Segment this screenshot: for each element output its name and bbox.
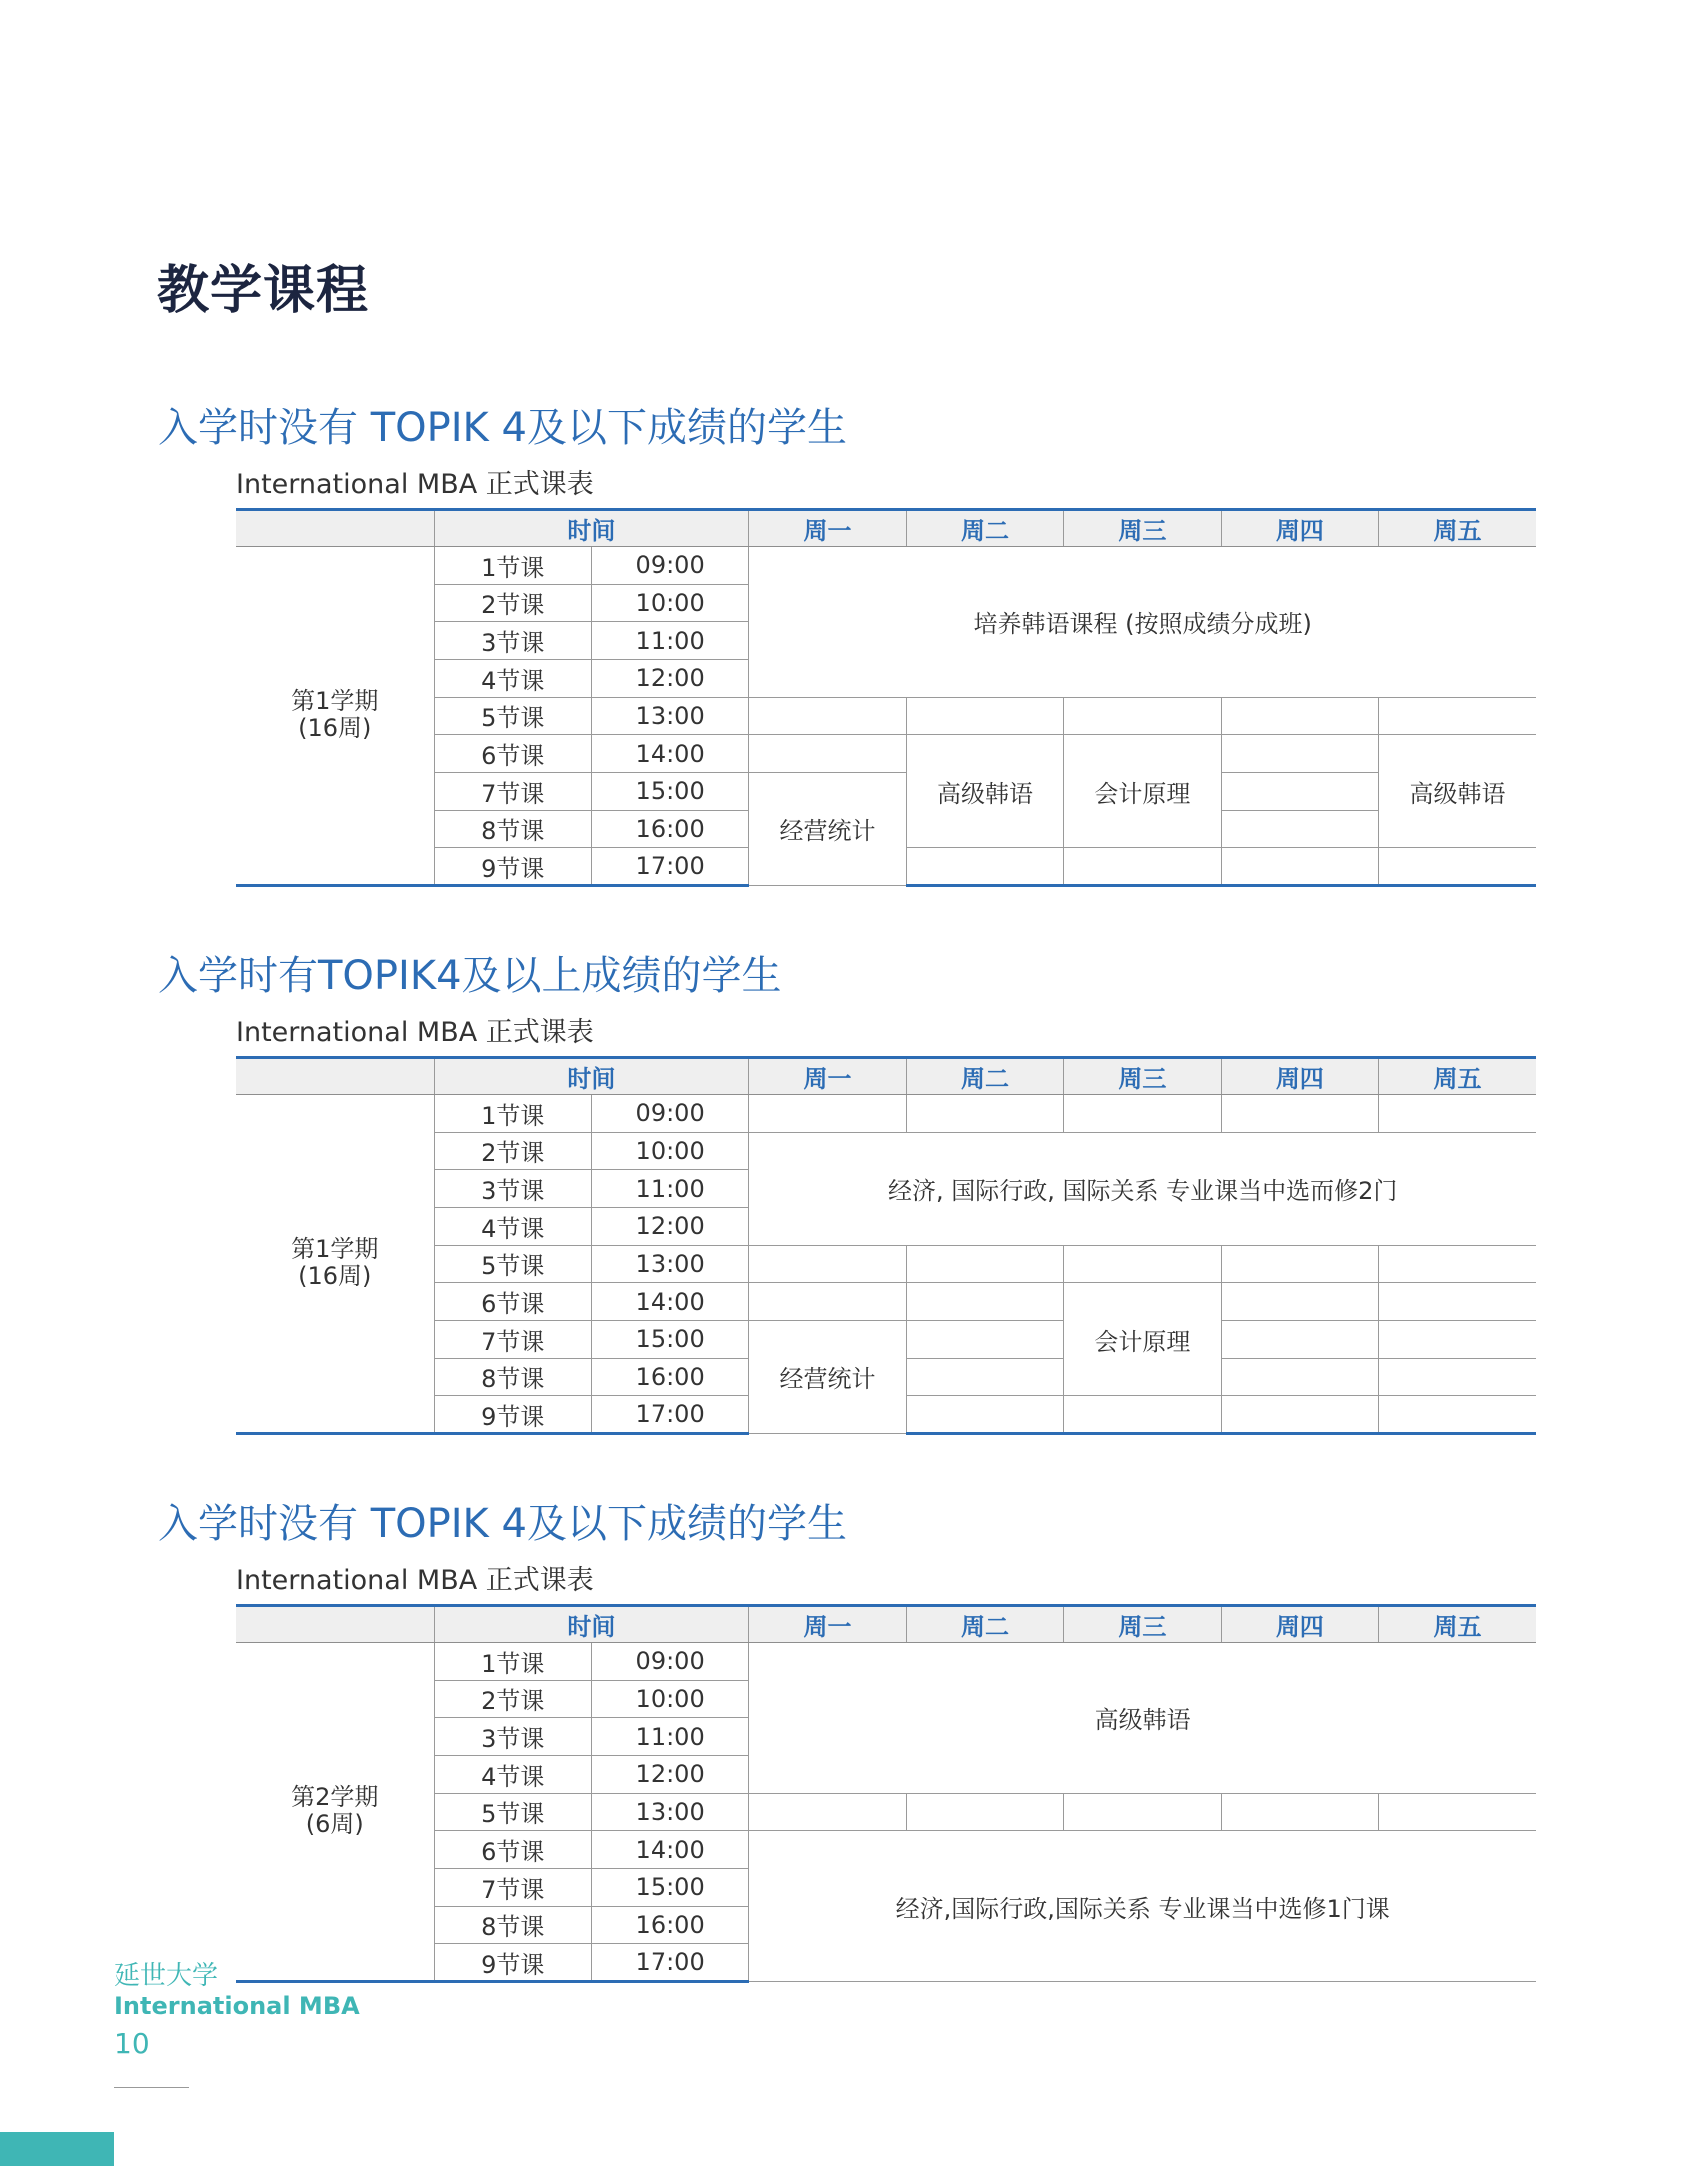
period-label: 4节课 [434,1207,591,1245]
empty-cell [1221,1396,1378,1434]
header-thursday: 周四 [1221,510,1378,547]
empty-cell [749,1095,906,1133]
page-title: 教学课程 [157,261,370,321]
footer-divider [114,2087,189,2088]
header-thursday: 周四 [1221,1058,1378,1095]
header-wednesday: 周三 [1064,1606,1221,1643]
empty-cell [1221,1245,1378,1283]
section-subtitle: International MBA 正式课表 [236,1017,594,1048]
period-time: 15:00 [591,1868,748,1906]
header-tuesday: 周二 [906,510,1063,547]
section-heading: 入学时没有 TOPIK 4及以下成绩的学生 [158,405,847,451]
empty-cell [1221,697,1378,735]
section-subtitle: International MBA 正式课表 [236,1565,594,1596]
period-label: 6节课 [434,1831,591,1869]
table-header-row [236,1606,1536,1643]
table-row [236,547,1536,585]
schedule-table [236,508,1536,887]
semester-weeks: (16周) [298,714,372,743]
period-time: 17:00 [591,1944,748,1982]
empty-cell [906,697,1063,735]
empty-cell [906,1283,1063,1321]
section-heading: 入学时有TOPIK4及以上成绩的学生 [158,953,782,999]
course-statistics: 经营统计 [749,1320,906,1433]
period-label: 3节课 [434,622,591,660]
empty-cell [1221,1793,1378,1831]
period-time: 16:00 [591,810,748,848]
period-label: 9节课 [434,848,591,886]
header-time: 时间 [434,1606,749,1643]
period-time: 12:00 [591,1207,748,1245]
course-electives: 经济, 国际行政, 国际关系 专业课当中选而修2门 [749,1132,1536,1245]
period-label: 8节课 [434,1906,591,1944]
semester-weeks: (6周) [305,1810,364,1839]
period-label: 8节课 [434,1358,591,1396]
period-time: 10:00 [591,1680,748,1718]
semester-label: 第2学期 [291,1782,379,1811]
empty-cell [906,1793,1063,1831]
empty-cell [906,1245,1063,1283]
period-label: 9节课 [434,1944,591,1982]
table-row [236,1643,1536,1681]
period-time: 13:00 [591,697,748,735]
empty-cell [1221,1095,1378,1133]
period-time: 13:00 [591,1793,748,1831]
empty-cell [1064,1095,1221,1133]
period-time: 17:00 [591,1396,748,1434]
period-time: 16:00 [591,1906,748,1944]
empty-cell [1379,1320,1536,1358]
empty-cell [1221,848,1378,886]
empty-cell [1221,1283,1378,1321]
schedule-table [236,1604,1536,1983]
header-friday: 周五 [1379,1606,1536,1643]
period-time: 15:00 [591,772,748,810]
period-label: 2节课 [434,584,591,622]
header-blank [236,510,434,547]
period-label: 2节课 [434,1680,591,1718]
table-header-row [236,1058,1536,1095]
footer-program: International MBA [114,1992,360,2020]
footer-university: 延世大学 [114,1961,219,1991]
empty-cell [749,1245,906,1283]
semester-cell [236,1643,434,1982]
course-advanced-korean-friday: 高级韩语 [1379,735,1536,848]
section-subtitle: International MBA 正式课表 [236,469,594,500]
course-electives: 经济,国际行政,国际关系 专业课当中选修1门课 [749,1831,1536,1982]
empty-cell [906,1396,1063,1434]
course-accounting: 会计原理 [1064,1283,1221,1396]
header-tuesday: 周二 [906,1606,1063,1643]
empty-cell [1379,848,1536,886]
empty-cell [906,1095,1063,1133]
period-label: 6节课 [434,735,591,773]
header-thursday: 周四 [1221,1606,1378,1643]
empty-cell [749,1283,906,1321]
empty-cell [1379,1245,1536,1283]
period-time: 11:00 [591,622,748,660]
footer-accent-block [0,2132,114,2166]
period-label: 3节课 [434,1718,591,1756]
table-row [236,1095,1536,1133]
empty-cell [1064,848,1221,886]
header-blank [236,1606,434,1643]
semester-weeks: (16周) [298,1262,372,1291]
period-time: 09:00 [591,1095,748,1133]
semester-label: 第1学期 [291,686,379,715]
empty-cell [1379,1358,1536,1396]
period-label: 4节课 [434,1755,591,1793]
header-friday: 周五 [1379,510,1536,547]
period-time: 12:00 [591,659,748,697]
period-label: 7节课 [434,772,591,810]
empty-cell [906,1358,1063,1396]
course-advanced-korean: 高级韩语 [749,1643,1536,1794]
empty-cell [1379,1095,1536,1133]
header-time: 时间 [434,510,749,547]
empty-cell [749,697,906,735]
empty-cell [1379,1793,1536,1831]
period-time: 09:00 [591,1643,748,1681]
semester-cell [236,547,434,886]
period-time: 17:00 [591,848,748,886]
header-wednesday: 周三 [1064,1058,1221,1095]
page-number: 10 [114,2027,150,2060]
period-time: 15:00 [591,1320,748,1358]
empty-cell [749,735,906,773]
period-time: 11:00 [591,1718,748,1756]
course-accounting: 会计原理 [1064,735,1221,848]
period-label: 1节课 [434,1095,591,1133]
period-time: 09:00 [591,547,748,585]
header-blank [236,1058,434,1095]
period-time: 10:00 [591,584,748,622]
period-time: 10:00 [591,1132,748,1170]
empty-cell [1221,1358,1378,1396]
course-advanced-korean-tuesday: 高级韩语 [906,735,1063,848]
period-label: 5节课 [434,1793,591,1831]
header-wednesday: 周三 [1064,510,1221,547]
period-label: 1节课 [434,1643,591,1681]
period-time: 13:00 [591,1245,748,1283]
period-label: 1节课 [434,547,591,585]
schedule-table [236,1056,1536,1435]
period-label: 9节课 [434,1396,591,1434]
empty-cell [1064,697,1221,735]
empty-cell [906,848,1063,886]
empty-cell [749,1793,906,1831]
period-label: 5节课 [434,697,591,735]
period-time: 12:00 [591,1755,748,1793]
period-label: 4节课 [434,659,591,697]
header-monday: 周一 [749,1606,906,1643]
header-time: 时间 [434,1058,749,1095]
period-label: 7节课 [434,1320,591,1358]
period-time: 14:00 [591,1831,748,1869]
course-statistics: 经营统计 [749,772,906,885]
period-label: 3节课 [434,1170,591,1208]
empty-cell [1379,697,1536,735]
empty-cell [1221,1320,1378,1358]
period-label: 2节课 [434,1132,591,1170]
empty-cell [1064,1396,1221,1434]
course-korean-training: 培养韩语课程 (按照成绩分成班) [749,547,1536,698]
period-label: 8节课 [434,810,591,848]
header-monday: 周一 [749,1058,906,1095]
empty-cell [1221,735,1378,773]
empty-cell [1221,772,1378,810]
period-label: 7节课 [434,1868,591,1906]
header-friday: 周五 [1379,1058,1536,1095]
empty-cell [906,1320,1063,1358]
period-time: 14:00 [591,1283,748,1321]
empty-cell [1064,1245,1221,1283]
empty-cell [1221,810,1378,848]
period-time: 11:00 [591,1170,748,1208]
empty-cell [1379,1396,1536,1434]
period-time: 14:00 [591,735,748,773]
table-header-row [236,510,1536,547]
header-tuesday: 周二 [906,1058,1063,1095]
section-heading: 入学时没有 TOPIK 4及以下成绩的学生 [158,1501,847,1547]
period-time: 16:00 [591,1358,748,1396]
header-monday: 周一 [749,510,906,547]
empty-cell [1064,1793,1221,1831]
period-label: 6节课 [434,1283,591,1321]
empty-cell [1379,1283,1536,1321]
semester-label: 第1学期 [291,1234,379,1263]
semester-cell [236,1095,434,1434]
period-label: 5节课 [434,1245,591,1283]
